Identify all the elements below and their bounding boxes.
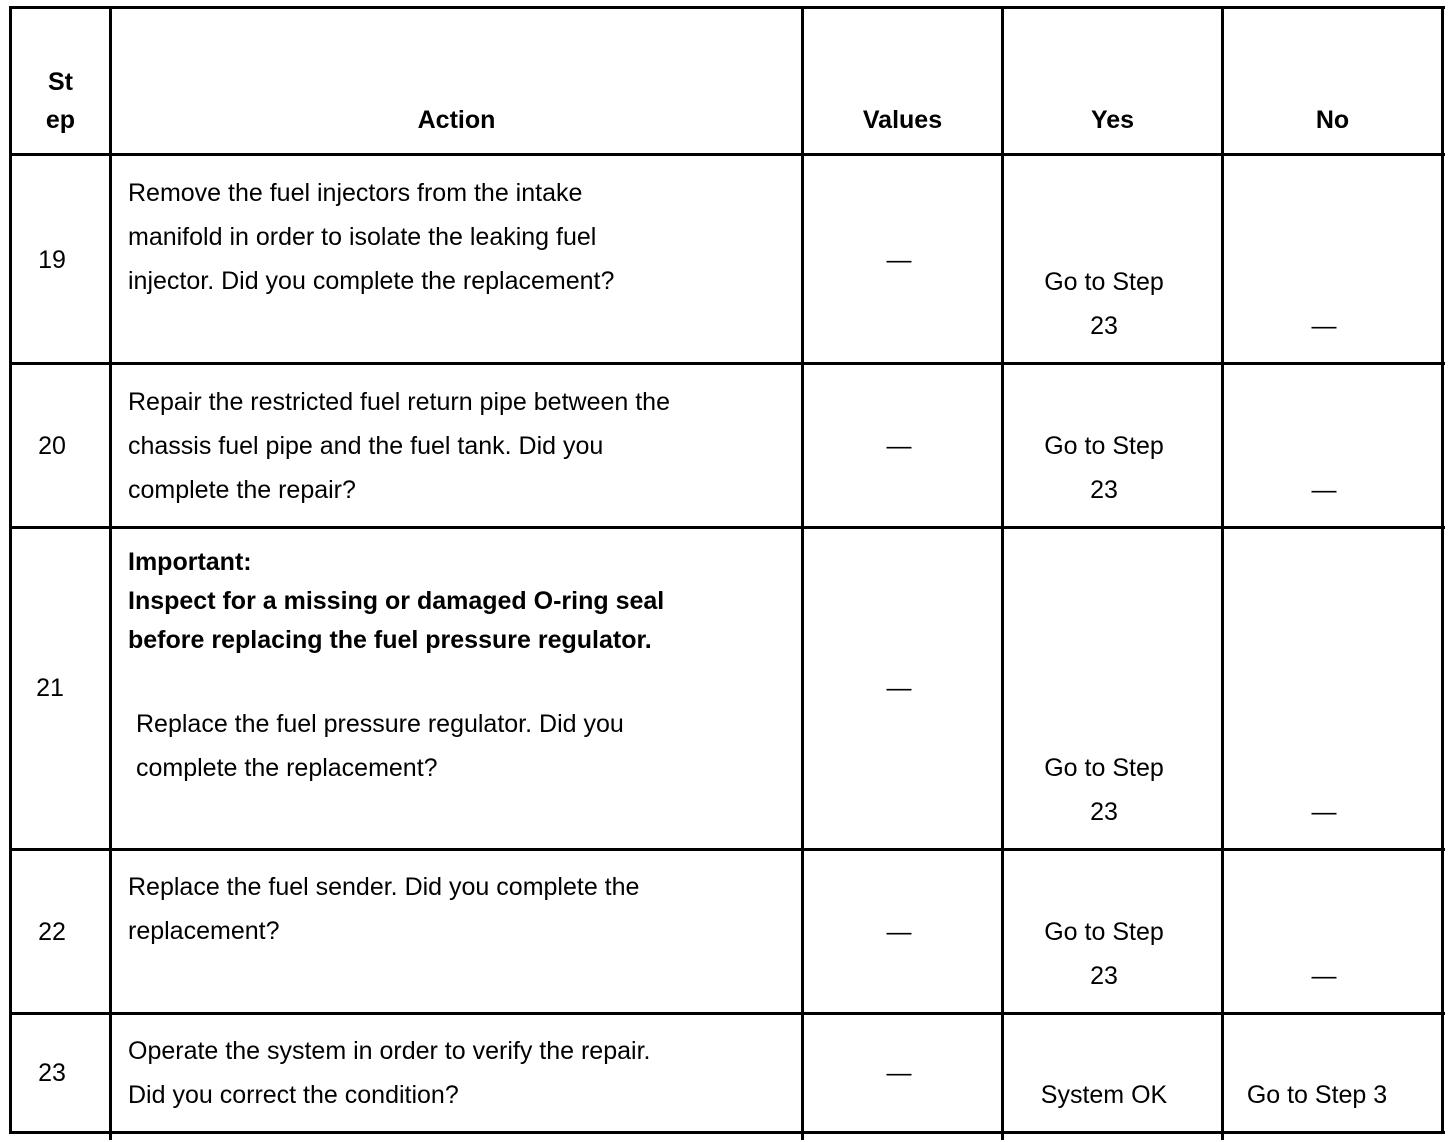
yes-cell	[1004, 746, 1204, 834]
important-note	[128, 543, 664, 660]
action-line: Did you correct the condition?	[128, 1081, 459, 1109]
header-action: Action	[417, 106, 496, 134]
no-cell: —	[1311, 798, 1337, 826]
action-line: Remove the fuel injectors from the intake	[128, 179, 583, 207]
values-cell: —	[886, 674, 912, 702]
yes-line: 23	[1090, 476, 1118, 504]
row-divider	[9, 526, 1445, 529]
values-cell: —	[886, 1059, 912, 1087]
yes-line: 23	[1090, 962, 1118, 990]
important-label: Important:	[128, 548, 252, 576]
action-line: chassis fuel pipe and the fuel tank. Did you	[128, 432, 604, 460]
step-number: 23	[38, 1059, 66, 1087]
step-number: 19	[38, 246, 66, 274]
column-divider	[109, 6, 112, 1140]
table-border-right	[1441, 6, 1444, 1134]
yes-cell: System OK	[1040, 1081, 1168, 1109]
action-text	[128, 1029, 650, 1117]
yes-line: 23	[1090, 798, 1118, 826]
yes-line: 23	[1090, 312, 1118, 340]
values-cell: —	[886, 918, 912, 946]
action-line: complete the repair?	[128, 476, 356, 504]
no-cell: —	[1311, 312, 1337, 340]
yes-line: Go to Step	[1044, 268, 1164, 296]
header-divider	[9, 153, 1445, 156]
action-line: complete the replacement?	[136, 754, 438, 782]
important-line: before replacing the fuel pressure regulator.	[128, 626, 652, 654]
header-step-line2: ep	[45, 106, 76, 134]
action-line: Repair the restricted fuel return pipe between the	[128, 388, 670, 416]
header-step-line1: St	[48, 68, 73, 96]
row-divider	[9, 362, 1445, 365]
yes-cell	[1004, 260, 1204, 348]
no-cell: —	[1311, 962, 1337, 990]
action-text	[128, 380, 670, 512]
yes-line: Go to Step	[1044, 918, 1164, 946]
step-number: 21	[36, 674, 64, 702]
step-number: 22	[38, 918, 66, 946]
table-border-bottom	[9, 1131, 1445, 1134]
action-text	[128, 865, 639, 953]
action-line: replacement?	[128, 917, 280, 945]
header-step	[12, 63, 109, 139]
action-line: Replace the fuel pressure regulator. Did you	[136, 710, 624, 738]
table-border-left	[9, 6, 12, 1134]
step-number: 20	[38, 432, 66, 460]
yes-cell	[1004, 424, 1204, 512]
header-yes: Yes	[1090, 106, 1135, 134]
important-line: Inspect for a missing or damaged O-ring seal	[128, 587, 665, 615]
action-line: injector. Did you complete the replacement?	[128, 267, 615, 295]
action-text	[128, 171, 614, 303]
action-line: Operate the system in order to verify the repair.	[128, 1037, 651, 1065]
row-divider	[9, 1012, 1445, 1015]
yes-cell	[1004, 910, 1204, 998]
no-cell: Go to Step 3	[1246, 1081, 1388, 1109]
column-divider	[801, 6, 804, 1140]
action-line: manifold in order to isolate the leaking fuel	[128, 223, 597, 251]
table-border-top	[9, 6, 1445, 9]
no-cell: —	[1311, 476, 1337, 504]
values-cell: —	[886, 432, 912, 460]
header-values: Values	[862, 106, 943, 134]
row-divider	[9, 848, 1445, 851]
yes-line: Go to Step	[1044, 432, 1164, 460]
values-cell: —	[886, 246, 912, 274]
action-text	[136, 702, 624, 790]
yes-line: Go to Step	[1044, 754, 1164, 782]
header-no: No	[1315, 106, 1350, 134]
action-line: Replace the fuel sender. Did you complete the	[128, 873, 640, 901]
